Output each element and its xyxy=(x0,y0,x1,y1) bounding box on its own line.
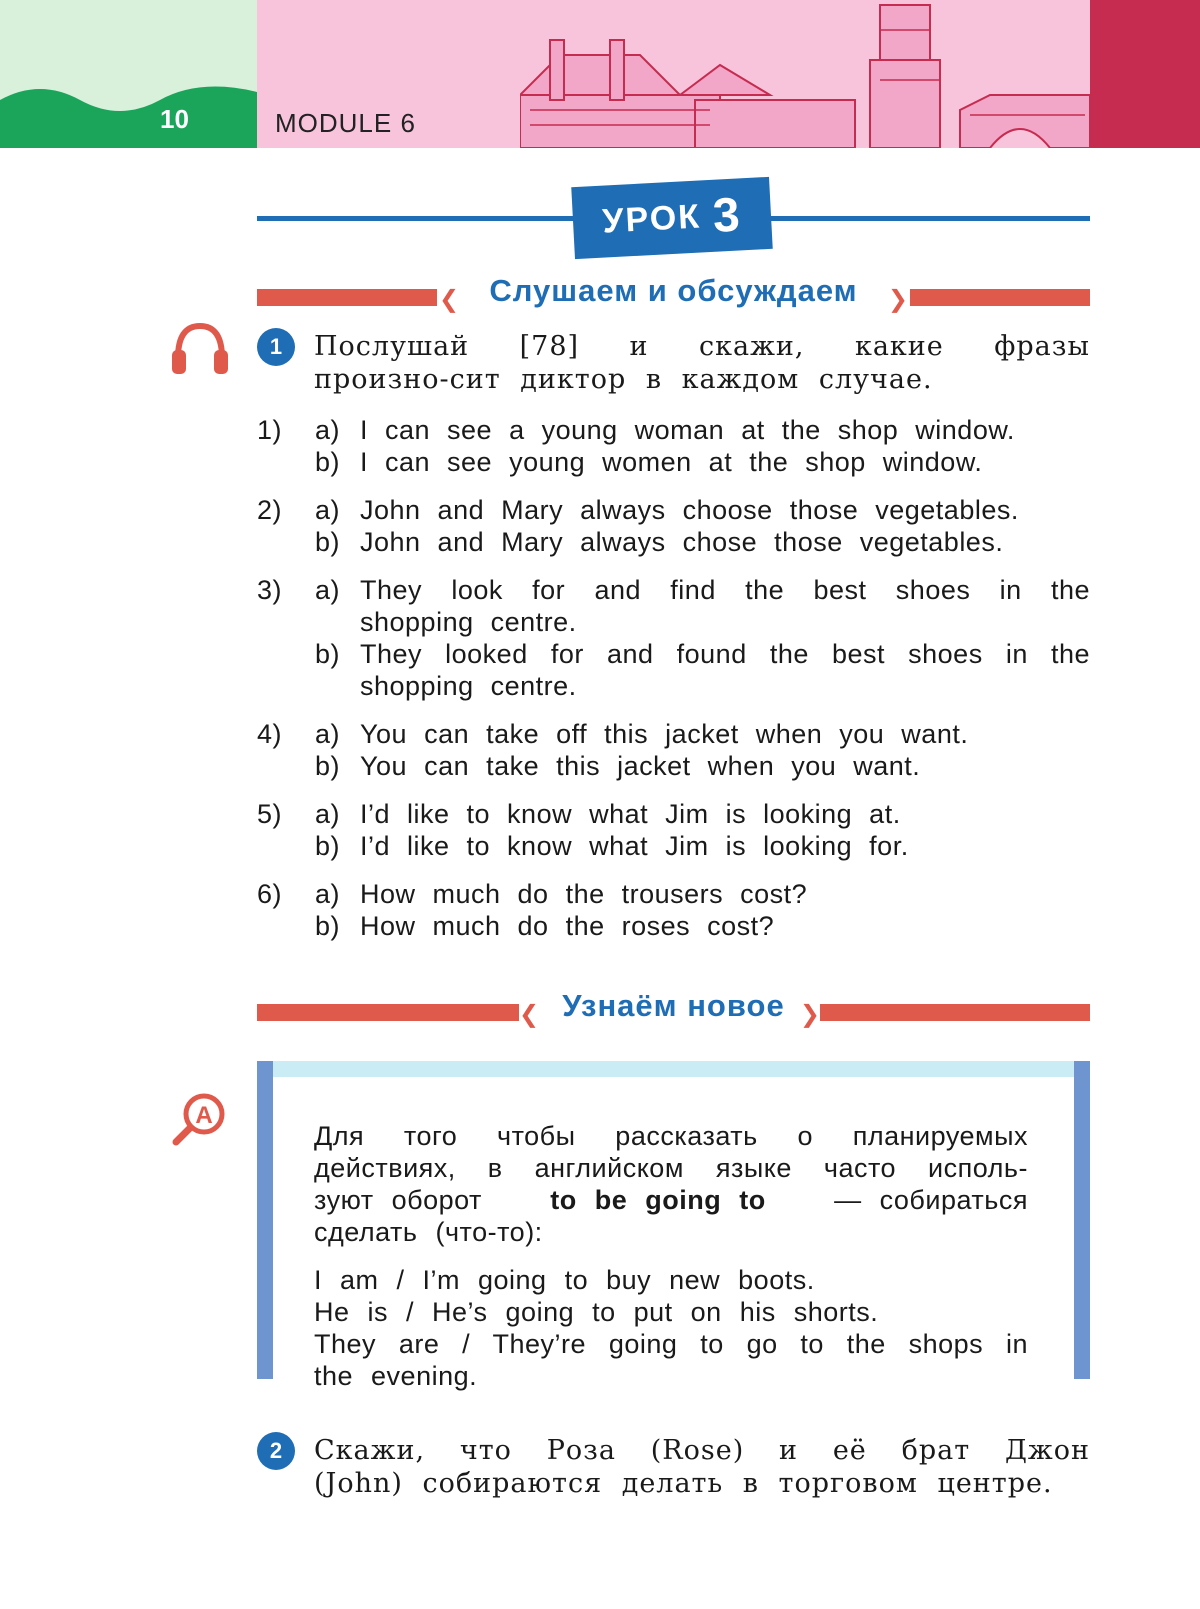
rule-line: Для того чтобы рассказать о планируемых xyxy=(314,1121,1028,1151)
rule-line: сделать (что-то): xyxy=(314,1217,543,1247)
header-red-panel xyxy=(1090,0,1200,148)
option-text: How much do the roses cost? xyxy=(360,911,775,941)
option-text: John and Mary always choose those vegetables. xyxy=(360,495,1019,525)
option-letter: a) xyxy=(315,799,341,829)
exercise-number-badge: 1 xyxy=(257,328,295,366)
option-text: They look for and find the best shoes in the xyxy=(360,575,1090,605)
chevron-right-icon: ❯ xyxy=(887,286,908,313)
option-text: I can see a young woman at the shop window. xyxy=(360,415,1015,445)
section-header-learn xyxy=(257,988,1090,1028)
item-number: 5) xyxy=(257,799,283,829)
option-text: How much do the trousers cost? xyxy=(360,879,808,909)
chevron-left-icon: ❮ xyxy=(439,286,460,313)
option-text: You can take this jacket when you want. xyxy=(360,751,921,781)
option-letter: a) xyxy=(315,415,341,445)
item-number: 6) xyxy=(257,879,283,909)
exercise-number-badge: 2 xyxy=(257,1432,295,1470)
exercise-instruction: Скажи, что Роза (Rose) и её брат Джон (John) собираются делать в торговом центре. xyxy=(314,1435,1090,1499)
rule-box-top xyxy=(257,1061,1090,1077)
chevron-left-icon: ❮ xyxy=(519,1001,540,1028)
rule-construction: to be going to xyxy=(550,1185,766,1215)
option-letter: b) xyxy=(315,447,341,477)
grammar-magnifier-icon xyxy=(170,1092,228,1148)
option-text: I’d like to know what Jim is looking for. xyxy=(360,831,909,861)
module-label: MODULE 6 xyxy=(275,108,416,138)
option-letter: a) xyxy=(315,879,341,909)
rule-text-post: — собираться xyxy=(834,1185,1028,1215)
option-text-continued: shopping centre. xyxy=(360,607,577,637)
item-number: 2) xyxy=(257,495,283,525)
rule-box-left xyxy=(257,1061,273,1379)
section-title: Слушаем и обсуждаем xyxy=(489,273,858,308)
section-header-listen xyxy=(257,273,1090,313)
svg-text:A: A xyxy=(195,1102,213,1129)
header-wave-decoration xyxy=(0,0,257,148)
lesson-label: УРОК xyxy=(601,197,702,241)
item-number: 3) xyxy=(257,575,283,605)
rule-example: They are / They’re going to go to the shops in xyxy=(314,1329,1028,1359)
option-text-continued: shopping centre. xyxy=(360,671,577,701)
option-letter: a) xyxy=(315,719,341,749)
option-letter: a) xyxy=(315,575,341,605)
option-letter: b) xyxy=(315,751,341,781)
item-number: 4) xyxy=(257,719,283,749)
option-text: I’d like to know what Jim is looking at. xyxy=(360,799,901,829)
option-letter: b) xyxy=(315,527,341,557)
option-text: They looked for and found the best shoes in the xyxy=(360,639,1090,669)
rule-example-continued: the evening. xyxy=(314,1361,478,1391)
headphones-icon xyxy=(170,320,230,376)
option-letter: a) xyxy=(315,495,341,525)
rule-example: He is / He’s going to put on his shorts. xyxy=(314,1297,879,1327)
page-number: 10 xyxy=(160,104,189,134)
exercise-instruction: Послушай [78] и скажи, какие фразы произно-сит диктор в каждом случае. xyxy=(314,331,1090,395)
option-letter: b) xyxy=(315,639,341,669)
rule-example: I am / I’m going to buy new boots. xyxy=(314,1265,815,1295)
option-letter: b) xyxy=(315,831,341,861)
city-skyline-illustration xyxy=(520,0,1090,148)
option-text: I can see young women at the shop window. xyxy=(360,447,983,477)
rule-box-right xyxy=(1074,1061,1090,1379)
rule-text-pre: зуют оборот xyxy=(314,1185,482,1215)
option-letter: b) xyxy=(315,911,341,941)
chevron-right-icon: ❯ xyxy=(799,1001,820,1028)
option-text: You can take off this jacket when you want. xyxy=(360,719,969,749)
item-number: 1) xyxy=(257,415,283,445)
rule-line: действиях, в английском языке часто исполь- xyxy=(314,1153,1028,1183)
lesson-number: 3 xyxy=(711,187,743,243)
option-text: John and Mary always chose those vegetables. xyxy=(360,527,1004,557)
lesson-badge xyxy=(571,177,772,259)
section-title: Узнаём новое xyxy=(562,988,785,1023)
rule-line xyxy=(314,1184,1028,1216)
